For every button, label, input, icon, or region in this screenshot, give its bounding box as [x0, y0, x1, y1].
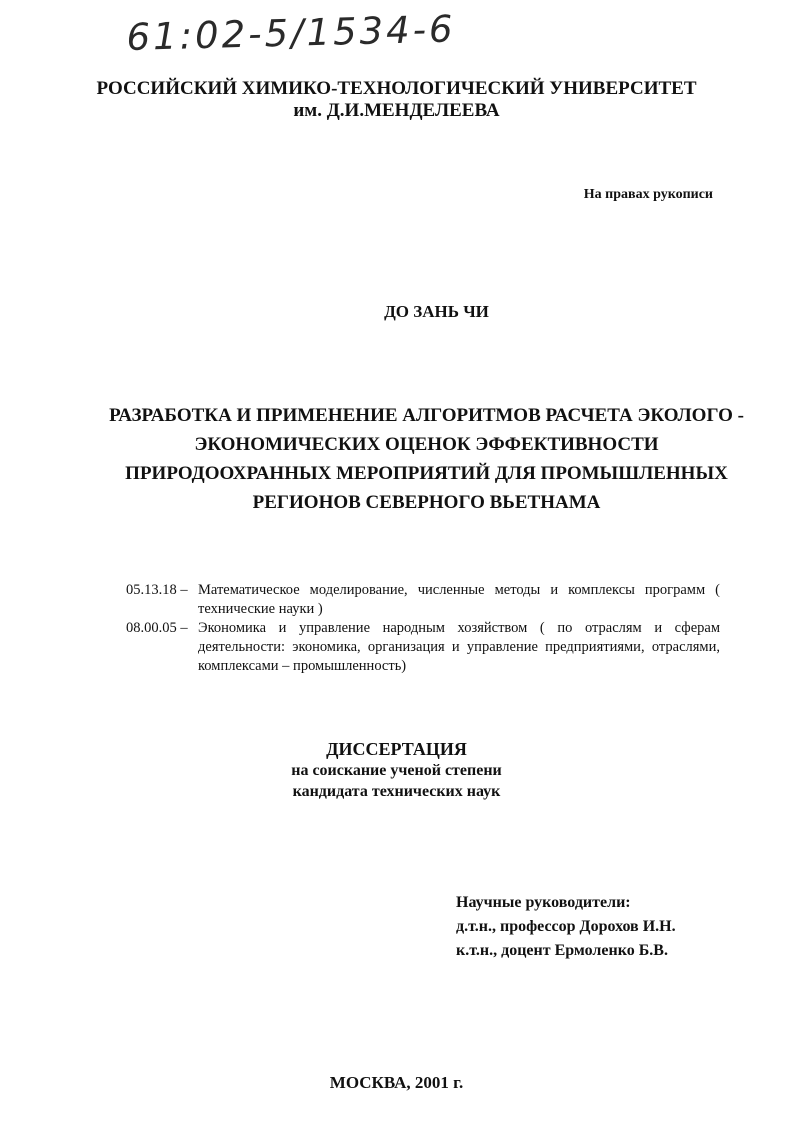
specialty-code: 05.13.18 – — [126, 582, 188, 598]
university-header — [0, 78, 793, 122]
dissertation-heading: ДИССЕРТАЦИЯ — [326, 739, 467, 759]
advisor-entry: к.т.н., доцент Ермоленко Б.В. — [456, 942, 668, 959]
title-line: ПРИРОДООХРАННЫХ МЕРОПРИЯТИЙ ДЛЯ ПРОМЫШЛЕННЫХ — [125, 463, 728, 484]
dissertation-block — [0, 739, 793, 802]
specialty-code: 08.00.05 – — [126, 620, 188, 636]
rights-note: На правах рукописи — [583, 187, 713, 202]
title-line: ЭКОНОМИЧЕСКИХ ОЦЕНОК ЭФФЕКТИВНОСТИ — [194, 434, 659, 455]
handwritten-archive-code: 61:02-5/1534-6 — [126, 7, 457, 59]
degree-line: кандидата технических наук — [292, 783, 501, 800]
specialties-list — [126, 581, 720, 676]
city-year: МОСКВА, 2001 г. — [329, 1073, 464, 1092]
specialty-text: Экономика и управление народным хозяйством ( по отраслям и сферам деятельности: экономика, организация и управление предприятиями, отраслями, комплексами – промышленность) — [198, 620, 720, 674]
advisor-entry: д.т.н., профессор Дорохов И.Н. — [456, 918, 676, 935]
specialty-item — [126, 581, 720, 619]
dissertation-title — [10, 401, 793, 517]
title-line: РЕГИОНОВ СЕВЕРНОГО ВЬЕТНАМА — [252, 492, 601, 513]
advisors-block — [456, 891, 676, 963]
specialty-text: Математическое моделирование, численные методы и комплексы программ ( технические науки ) — [198, 582, 720, 617]
title-line: РАЗРАБОТКА И ПРИМЕНЕНИЕ АЛГОРИТМОВ РАСЧЕТА ЭКОЛОГО - — [109, 405, 744, 426]
university-subtitle: им. Д.И.МЕНДЕЛЕЕВА — [293, 100, 500, 121]
author-name: ДО ЗАНЬ ЧИ — [384, 302, 489, 321]
university-name: РОССИЙСКИЙ ХИМИКО-ТЕХНОЛОГИЧЕСКИЙ УНИВЕРСИТЕТ — [96, 78, 697, 99]
degree-line: на соискание ученой степени — [291, 762, 502, 779]
advisors-heading: Научные руководители: — [456, 894, 631, 911]
specialty-item — [126, 619, 720, 676]
